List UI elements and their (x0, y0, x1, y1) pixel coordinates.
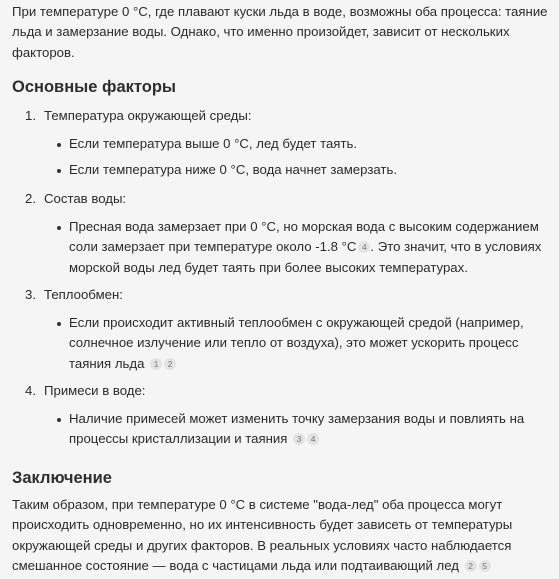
section-heading-factors: Основные факторы (12, 78, 177, 96)
bullet-text-part: Наличие примесей может изменить точку замерзания воды и повлиять на процессы кристаллизации и таяния (69, 411, 525, 447)
citation-badge[interactable]: 4 (358, 241, 370, 253)
intro-paragraph: При температуре 0 °C, где плавают куски льда в воде, возможны оба процесса: таяние льда и замерзание воды. Однако, что именно произойдет, зависит от нескольких факторов. (12, 4, 548, 60)
citation-badge[interactable]: 3 (293, 433, 305, 445)
bullet-text-part: . Это значит, что в условиях морской воды лед будет таять при более высоких температурах. (69, 239, 542, 275)
list-item-label: Температура окружающей среды: (44, 108, 252, 123)
bullet-dot (57, 322, 61, 326)
bullet-text (69, 313, 553, 374)
citation-badge[interactable]: 1 (150, 358, 162, 370)
list-number: 1. (25, 108, 36, 123)
list-number: 3. (25, 287, 36, 302)
conclusion-text: Таким образом, при температуре 0 °C в системе "вода-лед" оба процесса могут происходить одновременно, но их интенсивность будет зависеть от температуры окружающей среды и других факторов. В реальных условиях часто наблюдается смешанное состояние — вода с частицами льда или подтаивающий лед (12, 497, 513, 573)
bullet-dot (57, 143, 61, 147)
bullet-text (69, 217, 553, 278)
list-number: 2. (25, 191, 36, 206)
bullet-text (69, 409, 553, 450)
bullet-text-part: Пресная вода замерзает при 0 °C, но морская вода с высоким содержанием соли замерзает при температуре около -1.8 °C (69, 219, 539, 255)
bullet-dot (57, 226, 61, 230)
citation-badge[interactable]: 5 (479, 560, 491, 572)
bullet-text-part: Если происходит активный теплообмен с окружающей средой (например, солнечное излучение или тепло от воздуха), это может ускорить процесс таяния льда (69, 315, 524, 371)
citation-badge[interactable]: 2 (164, 358, 176, 370)
bullet-dot (57, 169, 61, 173)
bullet-dot (57, 418, 61, 422)
conclusion-paragraph (12, 495, 552, 576)
citation-badge[interactable]: 2 (465, 560, 477, 572)
section-heading-conclusion: Заключение (12, 469, 112, 487)
list-item-label: Теплообмен: (44, 287, 123, 302)
citation-badge[interactable]: 4 (307, 433, 319, 445)
list-item-label: Состав воды: (44, 191, 127, 206)
list-number: 4. (25, 383, 36, 398)
bullet-text: Если температура ниже 0 °C, вода начнет замерзать. (69, 162, 397, 177)
list-item-label: Примеси в воде: (44, 383, 146, 398)
bullet-text: Если температура выше 0 °C, лед будет таять. (69, 136, 358, 151)
